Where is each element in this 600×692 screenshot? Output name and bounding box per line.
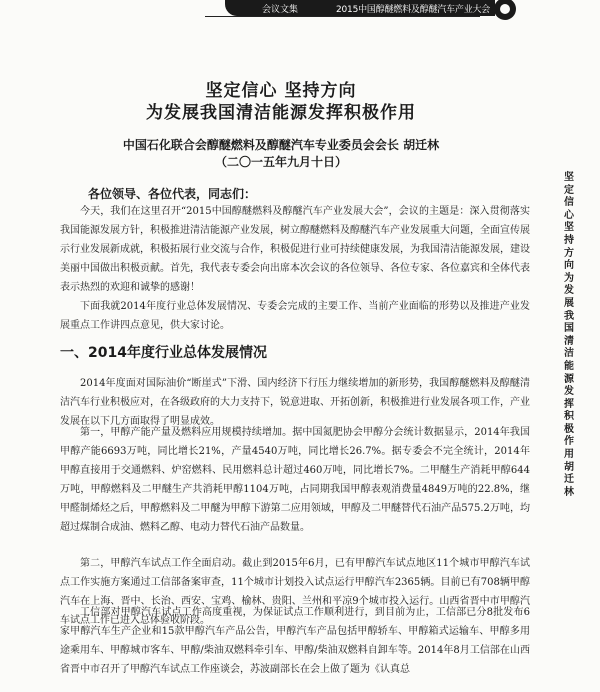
paragraph-intro: 今天，我们在这里召开“2015中国醇醚燃料及醇醚汽车产业发展大会”，会议的主题是：深入贯彻落实我国能源发展方针，积极推进清洁能源产业发展，树立醇醚燃料及醇醚汽车产业发展重大问题，全面宣传展示行业发展新成就，积极拓展行业交流与合作，积极促进行业可持续健康发展，为我国清洁能源发展，建设美丽中国做出积极贡献。首先，我代表专委会向出席本次会议的各位领导、各位专家、各位嘉宾和全体代表表示热烈的欢迎和诚挚的感谢！ [60,206,530,293]
paragraph-outline: 下面我就2014年度行业总体发展情况、专委会完成的主要工作、当前产业面临的形势以及推进产业发展重点工作讲四点意见，供大家讨论。 [60,301,530,331]
paragraph-methanol-capacity: 第一，甲醇产能产量及燃料应用规模持续增加。据中国氮肥协会甲醇分会统计数据显示，2014年我国甲醇产能6693万吨，同比增长21%，产量4540万吨，同比增长26.7%。据专委会不完全统计，2014年甲醇直接用于交通燃料、炉窑燃料、民用燃料总计超过460万吨，同比增长7%。二甲醚生产消耗甲醇644万吨，甲醇燃料及二甲醚生产共消耗甲醇1104万吨，占同期我国甲醇表观消费量4849万吨的22.8%，继甲醛制烯烃之后，甲醇燃料及二甲醚为甲醇下游第二应用领域，甲醇及二甲醚替代石油产品575.2万吨，均超过煤制合成油、燃料乙醇、电动力替代石油产品数量。 [60,427,530,533]
header-section-label: 会议文集 [262,5,299,15]
paragraph-miit-support: 工信部对甲醇汽车试点工作高度重视，为保证试点工作顺利进行，到目前为止，工信部已分8批发布6家甲醇汽车生产企业和15款甲醇汽车产品公告，甲醇汽车产品包括甲醇轿车、甲醇箱式运输车、甲醇多用途乘用车、甲醇城市客车、甲醇/柴油双燃料牵引车、甲醇/柴油双燃料自卸车等。2014年8月工信部在山西省晋中市召开了甲醇汽车试点工作座谈会，苏波副部长在会上做了题为《认真总 [60,607,530,675]
article-title-line1: 坚定信心 坚持方向 [205,81,357,101]
header-rule [205,16,480,17]
greeting: 各位领导、各位代表，同志们： [88,187,257,201]
article-date: （二〇一五年九月十日） [214,155,347,169]
article-title-line2: 为发展我国清洁能源发挥积极作用 [146,103,416,123]
sidebar-running-title: 坚定信心 坚持方向 为发展我国清洁能源发挥积极作用 胡迁林 [564,172,574,498]
header-conference-name: 2015中国醇醚燃料及醇醚汽车产业大会 [336,5,491,15]
section-heading-1: 一、2014年度行业总体发展情况 [60,345,267,361]
conference-logo-icon [494,0,516,20]
paragraph-vehicle-pilot: 第二，甲醇汽车试点工作全面启动。截止到2015年6月，已有甲醇汽车试点地区11个城市甲醇汽车试点工作实施方案通过工信部备案审查，11个城市计划投入试点运行甲醇汽车2365辆。目前已有708辆甲醇汽车在上海、晋中、长治、西安、宝鸡、榆林、贵阳、兰州和平凉9个城市投入运行。山西省晋中市甲醇汽车试点工作已进入总体验收阶段。 [60,558,530,626]
paragraph-section1-intro: 2014年度面对国际油价“断崖式”下滑、国内经济下行压力继续增加的新形势，我国醇醚燃料及醇醚清洁汽车行业积极应对，在各级政府的大力支持下，锐意进取、开拓创新，积极推进行业发展各项工作，产业发展在以下几方面取得了明显成效。 [60,378,530,427]
article-author: 中国石化联合会醇醚燃料及醇醚汽车专业委员会会长 胡迁林 [122,138,440,152]
